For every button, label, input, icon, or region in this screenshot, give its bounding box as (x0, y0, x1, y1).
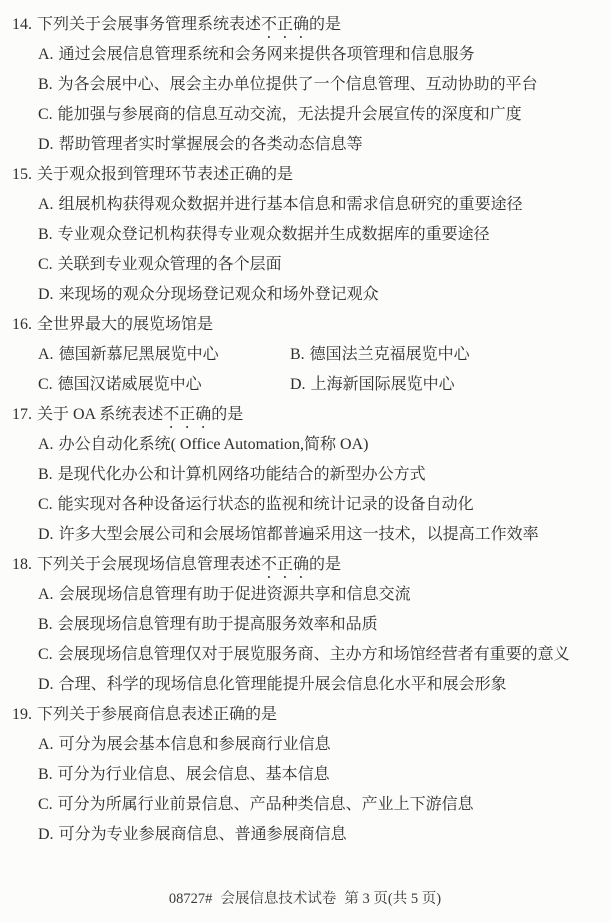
option-text: 德国新慕尼黑展览中心 (58, 346, 219, 363)
option-text: 德国汉诺威展览中心 (57, 376, 202, 393)
page-indicator: 第 3 页(共 5 页) (344, 891, 442, 907)
option-label: D. (38, 526, 54, 543)
question-17-option-a (12, 430, 596, 460)
title-emphasis: 不正确 (163, 406, 212, 423)
option-text: 可分为专业参展商信息、普通参展商信息 (58, 826, 347, 843)
question-15-stem (12, 160, 596, 190)
question-title (37, 16, 341, 33)
question-18-stem (12, 550, 596, 580)
option-label: B. (38, 76, 53, 93)
question-19 (12, 700, 596, 850)
option-text: 办公自动化系统( Office Automation,简称 OA) (58, 436, 369, 453)
question-number: 14. (12, 16, 32, 33)
question-18 (12, 550, 596, 700)
option-text: 关联到专业观众管理的各个层面 (57, 256, 282, 273)
option-label: A. (38, 436, 54, 453)
option-label: C. (38, 496, 53, 513)
question-15-option-c (12, 250, 596, 280)
question-15 (12, 160, 596, 310)
option-text: 能加强与参展商的信息互动交流，无法提升会展宣传的深度和广度 (57, 106, 522, 123)
question-15-option-a (12, 190, 596, 220)
option-label: B. (38, 766, 53, 783)
option-label: D. (38, 826, 54, 843)
exam-code: 08727# (168, 891, 213, 907)
question-17-stem (12, 400, 596, 430)
page-footer (0, 884, 610, 914)
question-16 (12, 310, 596, 400)
option-text: 德国法兰克福展览中心 (309, 346, 470, 363)
option-label: B. (38, 226, 53, 243)
question-17-option-c (12, 490, 596, 520)
option-text: 可分为展会基本信息和参展商行业信息 (58, 736, 331, 753)
question-number: 18. (12, 556, 32, 573)
option-label: B. (38, 616, 53, 633)
question-title (37, 406, 243, 423)
option-text: 是现代化办公和计算机网络功能结合的新型办公方式 (57, 466, 426, 483)
option-text: 来现场的观众分现场登记观众和场外登记观众 (58, 286, 379, 303)
question-16-option-a (38, 346, 219, 363)
option-label: A. (38, 586, 54, 603)
option-label: D. (38, 286, 54, 303)
question-16-options-row-2 (12, 370, 596, 400)
title-prefix: 下列关于参展商信息表述正确的是 (37, 706, 278, 723)
question-16-options-row-1 (12, 340, 596, 370)
exam-title: 会展信息技术试卷 (220, 891, 337, 907)
question-14-stem (12, 10, 596, 40)
question-title (37, 316, 213, 333)
option-label: A. (38, 46, 54, 63)
option-text: 组展机构获得观众数据并进行基本信息和需求信息研究的重要途径 (58, 196, 523, 213)
option-label: D. (38, 676, 54, 693)
question-number: 17. (12, 406, 32, 423)
option-text: 会展现场信息管理仅对于展览服务商、主办方和场馆经营者有重要的意义 (57, 646, 570, 663)
question-19-stem (12, 700, 596, 730)
option-label: D. (38, 136, 54, 153)
title-suffix: 的是 (309, 556, 342, 573)
question-19-option-a (12, 730, 596, 760)
question-14 (12, 10, 596, 160)
option-label: B. (38, 466, 53, 483)
question-15-option-d (12, 280, 596, 310)
question-18-option-b (12, 610, 596, 640)
question-17-option-d (12, 520, 596, 550)
question-17 (12, 400, 596, 550)
question-19-option-d (12, 820, 596, 850)
option-text: 能实现对各种设备运行状态的监视和统计记录的设备自动化 (57, 496, 474, 513)
question-number: 19. (12, 706, 32, 723)
question-number: 16. (12, 316, 32, 333)
question-16-option-d (290, 370, 455, 400)
question-16-option-b (290, 340, 470, 370)
question-14-option-d (12, 130, 596, 160)
title-prefix: 下列关于会展现场信息管理表述 (37, 556, 262, 573)
option-text: 上海新国际展览中心 (310, 376, 455, 393)
question-19-option-b (12, 760, 596, 790)
question-number: 15. (12, 166, 32, 183)
title-prefix: 下列关于会展事务管理系统表述 (37, 16, 262, 33)
question-18-option-c (12, 640, 596, 670)
question-title (37, 166, 293, 183)
title-suffix: 的是 (309, 16, 342, 33)
question-14-option-b (12, 70, 596, 100)
option-text: 通过会展信息管理系统和会务网来提供各项管理和信息服务 (58, 46, 475, 63)
title-prefix: 关于 OA 系统表述 (37, 406, 164, 423)
title-prefix: 全世界最大的展览场馆是 (37, 316, 214, 333)
option-label: C. (38, 106, 53, 123)
question-16-stem (12, 310, 596, 340)
question-15-option-b (12, 220, 596, 250)
title-emphasis: 不正确 (261, 16, 310, 33)
option-label: A. (38, 346, 54, 363)
option-text: 帮助管理者实时掌握展会的各类动态信息等 (58, 136, 363, 153)
question-14-option-c (12, 100, 596, 130)
option-text: 会展现场信息管理有助于提高服务效率和品质 (57, 616, 378, 633)
option-text: 合理、科学的现场信息化管理能提升展会信息化水平和展会形象 (58, 676, 507, 693)
question-14-option-a (12, 40, 596, 70)
option-text: 许多大型会展公司和会展场馆都普遍采用这一技术，以提高工作效率 (58, 526, 539, 543)
option-text: 为各会展中心、展会主办单位提供了一个信息管理、互动协助的平台 (57, 76, 538, 93)
title-emphasis: 不正确 (261, 556, 310, 573)
option-text: 可分为所属行业前景信息、产品种类信息、产业上下游信息 (57, 796, 474, 813)
option-label: C. (38, 646, 53, 663)
option-text: 专业观众登记机构获得专业观众数据并生成数据库的重要途径 (57, 226, 490, 243)
option-text: 可分为行业信息、展会信息、基本信息 (57, 766, 330, 783)
question-title (37, 556, 341, 573)
title-prefix: 关于观众报到管理环节表述正确的是 (37, 166, 294, 183)
option-label: A. (38, 736, 54, 753)
question-16-option-c (38, 376, 202, 393)
option-label: C. (38, 256, 53, 273)
title-suffix: 的是 (211, 406, 244, 423)
question-18-option-a (12, 580, 596, 610)
question-19-option-c (12, 790, 596, 820)
option-label: D. (290, 376, 306, 393)
option-label: C. (38, 796, 53, 813)
option-label: B. (290, 346, 305, 363)
question-17-option-b (12, 460, 596, 490)
option-label: A. (38, 196, 54, 213)
option-label: C. (38, 376, 53, 393)
question-title (37, 706, 277, 723)
option-text: 会展现场信息管理有助于促进资源共享和信息交流 (58, 586, 411, 603)
question-18-option-d (12, 670, 596, 700)
